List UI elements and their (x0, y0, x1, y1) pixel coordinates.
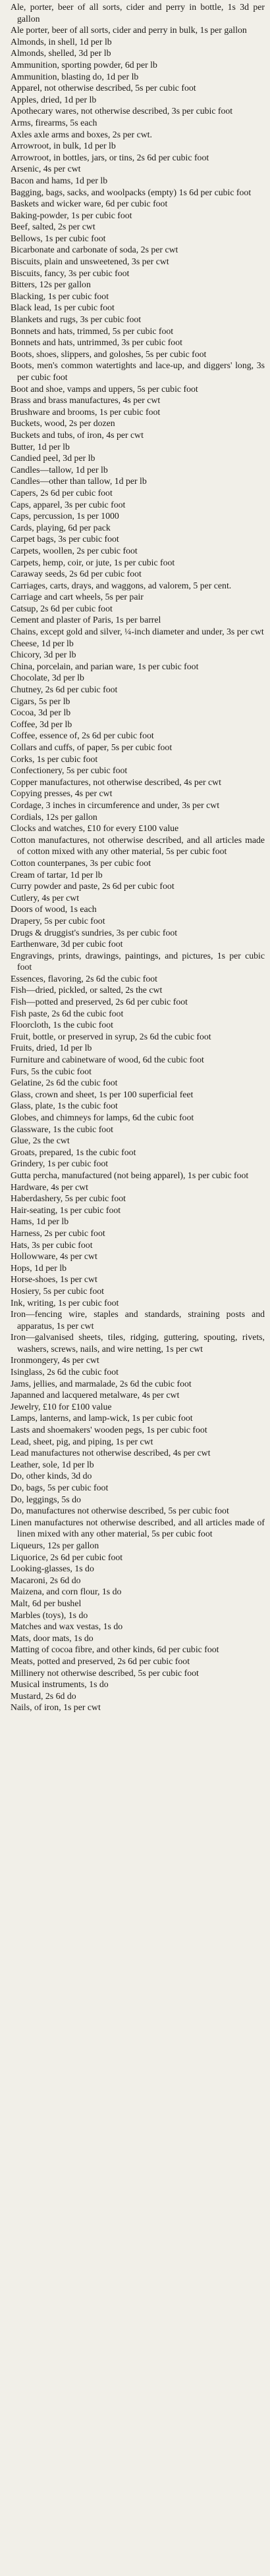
tariff-entry: Cigars, 5s per lb (11, 696, 70, 706)
tariff-entry: Lasts and shoemakers' wooden pegs, 1s per cubic foot (11, 1425, 207, 1435)
tariff-entry: Caps, apparel, 3s per cubic foot (11, 499, 126, 510)
tariff-entry: Gutta percha, manufactured (not being apparel), 1s per cubic foot (11, 1170, 249, 1180)
tariff-entry: Isinglass, 2s 6d the cubic foot (11, 1367, 119, 1377)
tariff-entry: Collars and cuffs, of paper, 5s per cubic foot (11, 742, 173, 752)
tariff-entry: Meats, potted and preserved, 2s 6d per cubic foot (11, 1656, 190, 1666)
tariff-entry: Brass and brass manufactures, 4s per cwt (11, 395, 161, 406)
tariff-entry: Hair-seating, 1s per cubic foot (11, 1205, 121, 1215)
tariff-entry: Ink, writing, 1s per cubic foot (11, 1297, 119, 1308)
tariff-entry: Cordage, 3 inches in circumference and under, 3s per cwt (11, 799, 220, 810)
tariff-entry: Essences, flavoring, 2s 6d the cubic foot (11, 973, 157, 984)
tariff-entry: Caraway seeds, 2s 6d per cubic foot (11, 569, 142, 579)
tariff-entry: Jams, jellies, and marmalade, 2s 6d the cubic foot (11, 1378, 192, 1389)
tariff-entry: Capers, 2s 6d per cubic foot (11, 487, 113, 498)
tariff-entry: Apparel, not otherwise described, 5s per cubic foot (11, 83, 196, 93)
tariff-entry: Chains, except gold and silver, ¼-inch diameter and under, 3s per cwt (11, 627, 264, 637)
tariff-entry: Caps, percussion, 1s per 1000 (11, 511, 119, 521)
tariff-entry: Copying presses, 4s per cwt (11, 788, 113, 799)
tariff-entry: Harness, 2s per cubic foot (11, 1228, 105, 1238)
tariff-entry: Bonnets and hats, untrimmed, 3s per cubic foot (11, 337, 182, 348)
tariff-entry: Coffee, 3d per lb (11, 719, 72, 729)
tariff-entry: Buckets and tubs, of iron, 4s per cwt (11, 429, 144, 440)
tariff-entry: Blacking, 1s per cubic foot (11, 291, 109, 301)
tariff-entry: Buckets, wood, 2s per dozen (11, 418, 115, 429)
tariff-entry: Fruit, bottle, or preserved in syrup, 2s 6d the cubic foot (11, 1031, 211, 1041)
tariff-entry: Doors of wood, 1s each (11, 904, 97, 915)
tariff-entry: Brushware and brooms, 1s per cubic foot (11, 406, 161, 417)
tariff-entry: Matting of cocoa fibre, and other kinds, 6d per cubic foot (11, 1644, 219, 1655)
tariff-entry: Iron—fencing wire, staples and standards, straining posts and apparatus, 1s per cwt (11, 1309, 265, 1331)
tariff-entry: Cordials, 12s per gallon (11, 811, 97, 822)
tariff-entry: Marbles (toys), 1s do (11, 1610, 88, 1620)
tariff-entry: Liqueurs, 12s per gallon (11, 1540, 99, 1550)
tariff-entry: Mats, door mats, 1s do (11, 1633, 94, 1643)
tariff-entry: Arms, firearms, 5s each (11, 117, 97, 128)
tariff-entry: Cards, playing, 6d per pack (11, 522, 111, 533)
tariff-entry: Almonds, shelled, 3d per lb (11, 48, 111, 59)
tariff-entry: Clocks and watches, £10 for every £100 value (11, 823, 179, 834)
tariff-entry: Candles—tallow, 1d per lb (11, 464, 108, 475)
tariff-entry: Liquorice, 2s 6d per cubic foot (11, 1552, 123, 1562)
tariff-entry: Apothecary wares, not otherwise described, 3s per cubic foot (11, 106, 233, 116)
tariff-entry: Bagging, bags, sacks, and woolpacks (empty) 1s 6d per cubic foot (11, 187, 252, 197)
tariff-entry: Biscuits, fancy, 3s per cubic foot (11, 268, 130, 278)
tariff-entry: Do, other kinds, 3d do (11, 1471, 92, 1481)
tariff-entry: Lead, sheet, pig, and piping, 1s per cwt (11, 1436, 153, 1446)
tariff-entry: Biscuits, plain and unsweetened, 3s per cwt (11, 256, 169, 267)
tariff-entry: Baskets and wicker ware, 6d per cubic foot (11, 199, 168, 209)
tariff-entry: Chutney, 2s 6d per cubic foot (11, 684, 118, 695)
tariff-entry: Floorcloth, 1s the cubic foot (11, 1020, 113, 1030)
tariff-entry: Fish—potted and preserved, 2s 6d per cubic foot (11, 997, 188, 1007)
tariff-entry: Lead manufactures not otherwise described, 4s per cwt (11, 1448, 211, 1458)
tariff-entry: Hats, 3s per cubic foot (11, 1239, 93, 1250)
tariff-entry: China, porcelain, and parian ware, 1s per cubic foot (11, 661, 199, 671)
tariff-entry: Hams, 1d per lb (11, 1216, 69, 1227)
tariff-entry: Horse-shoes, 1s per cwt (11, 1274, 97, 1285)
tariff-entry: Boot and shoe, vamps and uppers, 5s per cubic foot (11, 383, 198, 394)
tariff-entry: Carriage and cart wheels, 5s per pair (11, 592, 144, 602)
tariff-entry: Cream of tartar, 1d per lb (11, 869, 103, 880)
tariff-entry: Glass, crown and sheet, 1s per 100 superficial feet (11, 1089, 194, 1099)
tariff-entry: Carpets, woollen, 2s per cubic foot (11, 545, 138, 556)
tariff-entry: Malt, 6d per bushel (11, 1598, 82, 1608)
tariff-entry: Catsup, 2s 6d per cubic foot (11, 603, 113, 613)
tariff-entry: Lamps, lanterns, and lamp-wick, 1s per cubic foot (11, 1413, 193, 1423)
tariff-entry: Globes, and chimneys for lamps, 6d the cubic foot (11, 1112, 194, 1122)
tariff-entry: Earthenware, 3d per cubic foot (11, 939, 123, 949)
tariff-entry: Arrowroot, in bulk, 1d per lb (11, 141, 116, 151)
tariff-entry: Boots, men's common watertights and lace-up, and diggers' long, 3s per cubic foot (11, 360, 265, 382)
tariff-entry: Cheese, 1d per lb (11, 638, 74, 648)
tariff-entry: Boots, shoes, slippers, and goloshes, 5s per cubic foot (11, 348, 207, 359)
tariff-entry: Black lead, 1s per cubic foot (11, 302, 115, 313)
tariff-entry: Jewelry, £10 for £100 value (11, 1401, 112, 1412)
tariff-entry: Cement and plaster of Paris, 1s per barrel (11, 615, 161, 625)
tariff-entry: Ironmongery, 4s per cwt (11, 1355, 99, 1366)
tariff-entry: Hollowware, 4s per cwt (11, 1251, 97, 1262)
tariff-entry: Groats, prepared, 1s the cubic foot (11, 1147, 136, 1157)
tariff-entry: Chicory, 3d per lb (11, 650, 76, 660)
tariff-entry: Fish—dried, pickled, or salted, 2s the cwt (11, 985, 163, 995)
tariff-entry: Blankets and rugs, 3s per cubic foot (11, 314, 142, 325)
tariff-entry: Matches and wax vestas, 1s do (11, 1621, 123, 1632)
tariff-entry: Baking-powder, 1s per cubic foot (11, 210, 132, 220)
tariff-entry: Looking-glasses, 1s do (11, 1563, 94, 1574)
tariff-entry: Bacon and hams, 1d per lb (11, 175, 108, 185)
tariff-entry: Bicarbonate and carbonate of soda, 2s per cwt (11, 245, 178, 255)
tariff-entry: Mustard, 2s 6d do (11, 1690, 76, 1701)
tariff-entry: Drapery, 5s per cubic foot (11, 915, 105, 926)
tariff-entry: Arrowroot, in bottles, jars, or tins, 2s 6d per cubic foot (11, 152, 209, 162)
tariff-entry: Do, bags, 5s per cubic foot (11, 1483, 109, 1492)
tariff-entry: Ammunition, blasting do, 1d per lb (11, 71, 139, 82)
tariff-entry: Hosiery, 5s per cubic foot (11, 1285, 105, 1296)
tariff-entry: Axles axle arms and boxes, 2s per cwt. (11, 129, 152, 139)
tariff-entry: Japanned and lacquered metalware, 4s per cwt (11, 1390, 180, 1400)
tariff-entry: Maizena, and corn flour, 1s do (11, 1586, 122, 1597)
tariff-entry: Bitters, 12s per gallon (11, 279, 91, 290)
tariff-entry: Candied peel, 3d per lb (11, 453, 95, 464)
tariff-entry: Hardware, 4s per cwt (11, 1181, 88, 1192)
tariff-entry: Haberdashery, 5s per cubic foot (11, 1193, 126, 1204)
tariff-entry: Linen manufactures not otherwise described, and all articles made of linen mixed with any other material, 5s per cubic foot (11, 1517, 265, 1539)
tariff-entry: Almonds, in shell, 1d per lb (11, 36, 112, 47)
tariff-entry: Ale porter, beer of all sorts, cider and perry in bulk, 1s per gallon (11, 25, 247, 36)
tariff-entry: Furniture and cabinetware of wood, 6d the cubic foot (11, 1055, 204, 1065)
tariff-entry: Glass, plate, 1s the cubic foot (11, 1101, 118, 1111)
tariff-entry: Glue, 2s the cwt (11, 1135, 70, 1146)
tariff-entry: Musical instruments, 1s do (11, 1679, 109, 1690)
tariff-entry: Confectionery, 5s per cubic foot (11, 765, 128, 776)
tariff-entry: Carpets, hemp, coir, or jute, 1s per cubic foot (11, 557, 175, 567)
tariff-entry: Engravings, prints, drawings, paintings, and pictures, 1s per cubic foot (11, 950, 265, 972)
tariff-entry: Carriages, carts, drays, and waggons, ad valorem, 5 per cent. (11, 580, 232, 590)
tariff-entry: Iron—galvanised sheets, tiles, ridging, guttering, spouting, rivets, washers, screws, nails, and wire netting, 1s per cwt (11, 1332, 265, 1354)
tariff-entry: Glassware, 1s the cubic foot (11, 1124, 113, 1134)
tariff-entry: Butter, 1d per lb (11, 441, 70, 452)
tariff-entry: Cotton counterpanes, 3s per cubic foot (11, 857, 151, 868)
tariff-entry: Coffee, essence of, 2s 6d per cubic foot (11, 730, 154, 741)
tariff-entry: Fish paste, 2s 6d the cubic foot (11, 1008, 124, 1018)
tariff-entry: Macaroni, 2s 6d do (11, 1575, 81, 1585)
tariff-entry: Ale, porter, beer of all sorts, cider and perry in bottle, 1s 3d per gallon (11, 2, 265, 24)
tariff-entry: Copper manufactures, not otherwise described, 4s per cwt (11, 776, 221, 787)
tariff-entry: Apples, dried, 1d per lb (11, 94, 97, 105)
tariff-entry: Bellows, 1s per cubic foot (11, 233, 106, 243)
tariff-entry: Cutlery, 4s per cwt (11, 892, 80, 903)
tariff-entry: Fruits, dried, 1d per lb (11, 1043, 92, 1053)
tariff-entry: Nails, of iron, 1s per cwt (11, 1702, 101, 1713)
tariff-entry: Beef, salted, 2s per cwt (11, 222, 95, 232)
tariff-entry: Do, manufactures not otherwise described, 5s per cubic foot (11, 1506, 229, 1516)
tariff-entry: Millinery not otherwise described, 5s per cubic foot (11, 1667, 199, 1678)
tariff-entry: Candles—other than tallow, 1d per lb (11, 476, 147, 487)
tariff-entry: Curry powder and paste, 2s 6d per cubic foot (11, 881, 175, 892)
tariff-entry: Grindery, 1s per cubic foot (11, 1158, 109, 1169)
tariff-entry: Cotton manufactures, not otherwise described, and all articles made of cotton mixed with any other material, 5s per cubic foot (11, 834, 265, 857)
tariff-entry: Cocoa, 3d per lb (11, 707, 71, 718)
tariff-entry: Bonnets and hats, trimmed, 5s per cubic foot (11, 325, 174, 336)
tariff-entry: Carpet bags, 3s per cubic foot (11, 534, 119, 544)
tariff-entry: Furs, 5s the cubic foot (11, 1066, 92, 1076)
tariff-entry: Leather, sole, 1d per lb (11, 1459, 94, 1469)
tariff-entry: Drugs & druggist's sundries, 3s per cubic foot (11, 927, 178, 938)
tariff-entry: Ammunition, sporting powder, 6d per lb (11, 59, 157, 70)
tariff-entry: Arsenic, 4s per cwt (11, 164, 81, 174)
tariff-entry: Hops, 1d per lb (11, 1262, 67, 1273)
tariff-entry: Gelatine, 2s 6d the cubic foot (11, 1078, 118, 1088)
tariff-entry: Do, leggings, 5s do (11, 1494, 81, 1504)
tariff-entry: Chocolate, 3d per lb (11, 673, 84, 683)
tariff-entry: Corks, 1s per cubic foot (11, 753, 98, 764)
